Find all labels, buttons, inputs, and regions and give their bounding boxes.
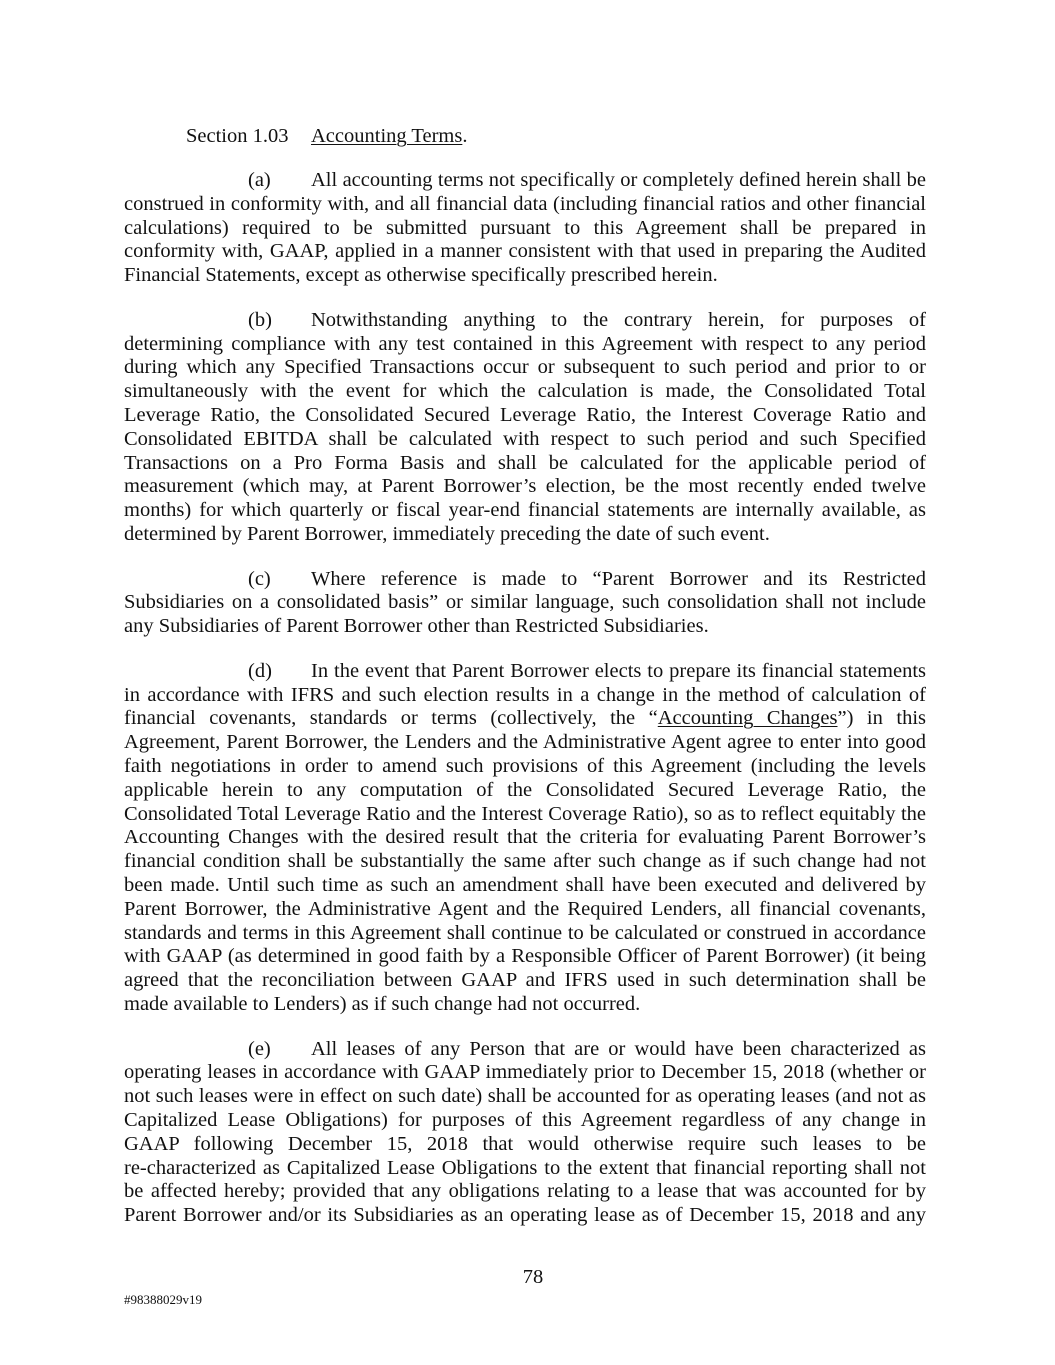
paragraph-line: determined by Parent Borrower, immediately preceding the date of such event. xyxy=(124,523,770,546)
paragraph-b xyxy=(124,309,926,547)
paragraph-line: Where reference is made to “Parent Borrower and its Restricted xyxy=(311,567,926,590)
paragraph-line: Capitalized Lease Obligations) for purposes of this Agreement regardless of any change in xyxy=(124,1108,926,1131)
paragraph-line: construed in conformity with, and all financial data (including financial ratios and other financial xyxy=(124,192,926,215)
paragraph-c xyxy=(124,568,926,639)
paragraph-first-line xyxy=(124,309,926,333)
paragraph-line: with GAAP (as determined in good faith by a Responsible Officer of Parent Borrower) (it being xyxy=(124,945,926,968)
paragraph-line: Agreement, Parent Borrower, the Lenders and the Administrative Agent agree to enter into good xyxy=(124,731,926,754)
paragraph-line: All accounting terms not specifically or completely defined herein shall be xyxy=(311,169,926,192)
paragraph-line: during which any Specified Transactions occur or subsequent to such period and prior to or xyxy=(124,356,926,379)
paragraph-first-line xyxy=(124,660,926,684)
paragraph-label: (c) xyxy=(248,567,271,590)
paragraph-line: Accounting Changes with the desired result that the criteria for evaluating Parent Borrower’s xyxy=(124,826,926,849)
defined-term-accounting-changes: Accounting Changes xyxy=(657,707,838,730)
paragraph-line: faith negotiations in order to amend such provisions of this Agreement (including the levels xyxy=(124,755,926,778)
paragraph-line: made available to Lenders) as if such change had not occurred. xyxy=(124,992,641,1015)
paragraph-line: Financial Statements, except as otherwise specifically prescribed herein. xyxy=(124,264,718,287)
paragraph-line: financial condition shall be substantially the same after such change as if such change had not xyxy=(124,850,926,873)
paragraph-line: In the event that Parent Borrower elects to prepare its financial statements xyxy=(311,659,926,682)
section-title: Accounting Terms xyxy=(311,124,463,147)
paragraph-line: Consolidated EBITDA shall be calculated with respect to such period and such Specified xyxy=(124,427,926,450)
paragraph-line: calculations) required to be submitted pursuant to this Agreement shall be prepared in xyxy=(124,216,926,239)
paragraph-d xyxy=(124,660,926,1017)
document-id: #98388029v19 xyxy=(124,1292,202,1307)
line-text-before-term: financial covenants, standards or terms (collectively, the “ xyxy=(124,707,658,730)
paragraph-first-line xyxy=(124,169,926,193)
paragraph-line: GAAP following December 15, 2018 that would otherwise require such leases to be xyxy=(124,1132,926,1155)
paragraph-line: any Subsidiaries of Parent Borrower other than Restricted Subsidiaries. xyxy=(124,615,709,638)
paragraph-line: applicable herein to any computation of the Consolidated Secured Leverage Ratio, the xyxy=(124,778,926,801)
section-number: Section 1.03 xyxy=(186,124,289,147)
section-heading xyxy=(124,125,926,149)
paragraph-first-line xyxy=(124,1038,926,1062)
paragraph-line: agreed that the reconciliation between GAAP and IFRS used in such determination shall be xyxy=(124,969,926,992)
paragraph-line: standards and terms in this Agreement shall continue to be calculated or construed in accordance xyxy=(124,921,926,944)
paragraph-line-with-defined-term xyxy=(124,707,926,731)
paragraph-line: operating leases in accordance with GAAP immediately prior to December 15, 2018 (whether or xyxy=(124,1061,926,1084)
paragraph-line: Consolidated Total Leverage Ratio and the Interest Coverage Ratio), so as to reflect equitably the xyxy=(124,802,926,825)
paragraph-label: (b) xyxy=(248,308,272,331)
section-title-wrap xyxy=(311,125,467,149)
document-body xyxy=(124,125,926,1228)
paragraph-line: All leases of any Person that are or would have been characterized as xyxy=(311,1037,926,1060)
paragraph-label: (e) xyxy=(248,1037,271,1060)
paragraph-line: months) for which quarterly or fiscal year-end financial statements are internally available, as xyxy=(124,499,926,522)
paragraph-line: Parent Borrower and/or its Subsidiaries as an operating lease as of December 15, 2018 and any xyxy=(124,1204,926,1227)
paragraph-line: Subsidiaries on a consolidated basis” or similar language, such consolidation shall not include xyxy=(124,591,926,614)
paragraph-line: Parent Borrower, the Administrative Agent and the Required Lenders, all financial covenants, xyxy=(124,897,926,920)
paragraph-line: be affected hereby; provided that any obligations relating to a lease that was accounted for by xyxy=(124,1180,926,1203)
page-number: 78 xyxy=(522,1266,544,1288)
paragraph-line: measurement (which may, at Parent Borrower’s election, be the most recently ended twelve xyxy=(124,475,926,498)
paragraph-line: in accordance with IFRS and such election results in a change in the method of calculation of xyxy=(124,683,926,706)
paragraph-e xyxy=(124,1038,926,1228)
paragraph-label: (d) xyxy=(248,659,272,682)
paragraph-line: re-characterized as Capitalized Lease Obligations to the extent that financial reporting shall not xyxy=(124,1156,926,1179)
paragraph-line: conformity with, GAAP, applied in a manner consistent with that used in preparing the Audited xyxy=(124,240,926,263)
paragraph-line: not such leases were in effect on such date) shall be accounted for as operating leases (and not as xyxy=(124,1085,926,1108)
line-text-after-term: ”) in this xyxy=(837,707,926,730)
paragraph-line: been made. Until such time as such an amendment shall have been executed and delivered by xyxy=(124,874,926,896)
paragraph-a xyxy=(124,169,926,288)
paragraph-line: determining compliance with any test contained in this Agreement with respect to any period xyxy=(124,332,926,355)
paragraph-line: Transactions on a Pro Forma Basis and shall be calculated for the applicable period of xyxy=(124,451,926,474)
paragraph-line: simultaneously with the event for which the calculation is made, the Consolidated Total xyxy=(124,380,926,403)
paragraph-line: Notwithstanding anything to the contrary herein, for purposes of xyxy=(311,308,926,331)
paragraph-label: (a) xyxy=(248,169,271,192)
paragraph-first-line xyxy=(124,568,926,592)
section-title-punct: . xyxy=(462,124,468,147)
paragraph-line: Leverage Ratio, the Consolidated Secured Leverage Ratio, the Interest Coverage Ratio and xyxy=(124,404,926,427)
